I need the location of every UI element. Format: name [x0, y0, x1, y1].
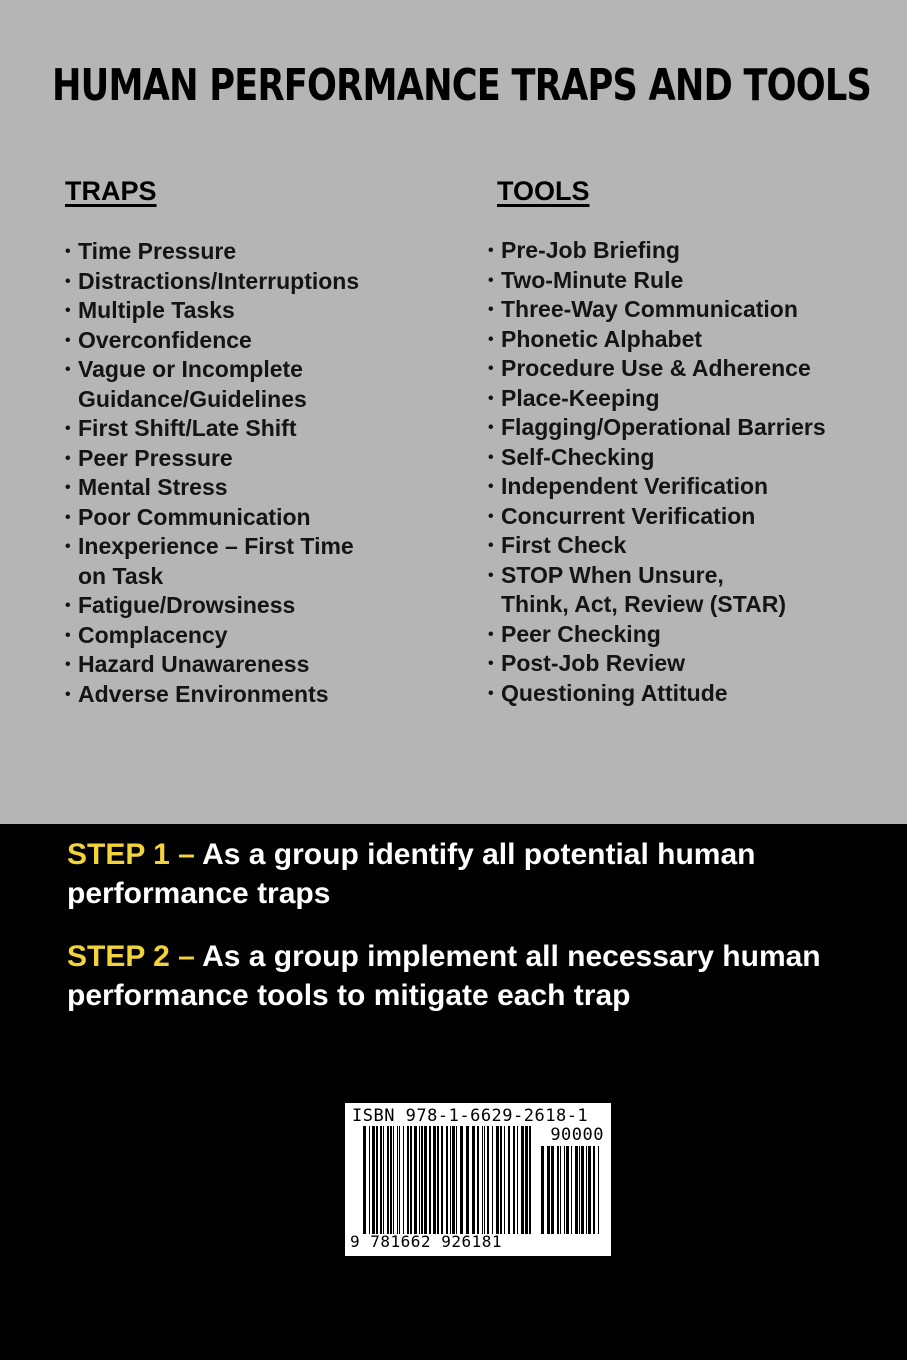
tool-item: • Peer Checking: [488, 620, 826, 650]
tool-item: • Questioning Attitude: [488, 679, 826, 709]
tool-item: • Pre-Job Briefing: [488, 236, 826, 266]
tool-item: • Post-Job Review: [488, 649, 826, 679]
trap-item: • Overconfidence: [65, 326, 359, 356]
tools-list: [488, 236, 826, 708]
trap-item: • Fatigue/Drowsiness: [65, 591, 359, 621]
tool-item: • First Check: [488, 531, 826, 561]
trap-item: • First Shift/Late Shift: [65, 414, 359, 444]
step-1-text: As a group identify all potential human performance traps: [67, 838, 756, 910]
trap-item: • Vague or Incomplete: [65, 355, 359, 385]
tool-item: • STOP When Unsure,: [488, 561, 826, 591]
trap-item: Guidance/Guidelines: [78, 385, 307, 412]
barcode-bars: [363, 1126, 533, 1234]
barcode-digits: 9 781662 926181: [350, 1232, 502, 1251]
trap-item: • Peer Pressure: [65, 444, 359, 474]
tool-item: • Phonetic Alphabet: [488, 325, 826, 355]
tool-item: • Flagging/Operational Barriers: [488, 413, 826, 443]
trap-item: • Hazard Unawareness: [65, 650, 359, 680]
barcode-addon-bars: [541, 1146, 603, 1234]
trap-item: • Complacency: [65, 621, 359, 651]
tool-item: • Independent Verification: [488, 472, 826, 502]
traps-heading: TRAPS: [65, 176, 157, 206]
tool-item: • Three-Way Communication: [488, 295, 826, 325]
isbn-number: ISBN 978-1-6629-2618-1: [352, 1106, 589, 1126]
tool-item: • Two-Minute Rule: [488, 266, 826, 296]
trap-item: • Mental Stress: [65, 473, 359, 503]
step-1-label: STEP 1 –: [67, 838, 195, 871]
page-title: HUMAN PERFORMANCE TRAPS AND TOOLS: [52, 60, 872, 111]
trap-item: on Task: [78, 562, 164, 589]
tool-item: Think, Act, Review (STAR): [501, 591, 786, 617]
step-2: [67, 937, 867, 1015]
trap-item: • Poor Communication: [65, 503, 359, 533]
trap-item: • Time Pressure: [65, 237, 359, 267]
tool-item: • Self-Checking: [488, 443, 826, 473]
tool-item: • Procedure Use & Adherence: [488, 354, 826, 384]
traps-list: [65, 237, 359, 709]
tool-item: • Concurrent Verification: [488, 502, 826, 532]
trap-item: • Adverse Environments: [65, 680, 359, 710]
trap-item: • Distractions/Interruptions: [65, 267, 359, 297]
trap-item: • Multiple Tasks: [65, 296, 359, 326]
step-2-label: STEP 2 –: [67, 940, 195, 973]
isbn-barcode: [345, 1103, 611, 1256]
tool-item: • Place-Keeping: [488, 384, 826, 414]
trap-item: • Inexperience – First Time: [65, 532, 359, 562]
step-2-text: As a group implement all necessary human performance tools to mitigate each trap: [67, 940, 821, 1012]
tools-heading: TOOLS: [497, 176, 590, 206]
price-code: 90000: [550, 1125, 604, 1145]
step-1: [67, 835, 867, 913]
